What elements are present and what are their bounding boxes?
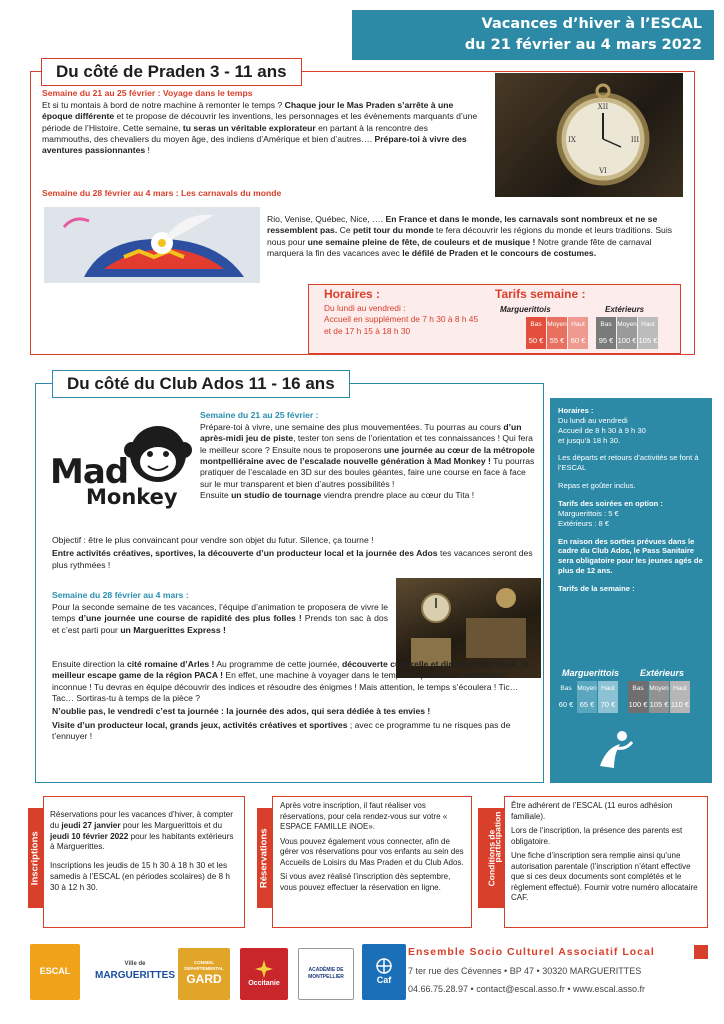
conditions-tab: Conditions de <box>478 808 504 908</box>
svg-text:III: III <box>630 136 640 144</box>
caf-logo: Caf <box>362 944 406 1000</box>
tariff-cell: Moyen 105 € <box>649 681 669 713</box>
tariff-cell: Bas 95 € <box>596 317 616 349</box>
tariff-cell: Moyen 100 € <box>617 317 637 349</box>
snowflake-icon <box>375 957 393 975</box>
side-marg-tariffs <box>556 681 618 713</box>
occitanie-logo: Occitanie <box>240 948 288 1000</box>
praden-week1-text: Et si tu montais à bord de notre machine à remonter le temps ? Chaque jour le Mas Praden s’arrête à une époque différente et te propose de découvrir les inventions, les personnages et les évènements marquants d’une période de l’Histoire. Cette semaine, tu seras un véritable explorateur en partant à la rencontre des mammouths, des chevaliers du moyen âge, des indiens d’Amérique et bien d’autres…. Prépare-toi à vivre des aventures passionnantes ! <box>42 100 478 156</box>
tariff-cell: Haut 110 € <box>670 681 690 713</box>
mad-monkey-logo <box>46 420 196 520</box>
logo-text-mad: Mad <box>50 452 129 492</box>
reservations-text: Après votre inscription, il faut réaliser vos réservations, pour cela rendez-vous sur votre « ESPACE FAMILLE iNOE». Vous pouvez également vous connecter, afin de gérer vos réservations pour vos enfants au sein des Accueils de Loisirs du Mas Praden et du Club Ados. Si vous avez réalisé l’inscription dès septembre, vous pouvez effectuer la réservation en ligne. <box>280 801 464 892</box>
inscriptions-text: Réservations pour les vacances d’hiver, à compter du jeudi 27 janvier pour les Marguerittois et du jeudi 10 février 2022 pour les habitants extérieurs à Marguerittes. Inscriptions les jeudis de 15 h 30 à 18 h 30 et les samedis à l’ESCAL (en périodes scolaires) de 8 h 30 à 12 h 30. <box>50 810 234 892</box>
svg-text:VI: VI <box>599 167 607 175</box>
praden-week1-title: Semaine du 21 au 25 février : Voyage dans le temps <box>42 88 253 98</box>
footer-accent <box>694 945 708 959</box>
footer-address: 7 ter rue des Cévennes • BP 47 • 30320 MARGUERITTES <box>408 966 642 976</box>
ados-week2-text: Pour la seconde semaine de tes vacances, l’équipe d’animation te proposera de vivre le temps d’une journée une course de rapidité des plus folles ! Prends ton sac à dos et c’est parti pour un Marguerittes Express ! <box>52 602 388 635</box>
pocket-watch-icon <box>495 73 683 197</box>
marguerittes-logo: Ville de MARGUERITTES <box>95 961 175 982</box>
tariff-cell: Bas 100 € <box>628 681 648 713</box>
tariff-cell: Bas 60 € <box>556 681 576 713</box>
tariff-cell: Haut 60 € <box>568 317 588 349</box>
reservations-tab: Réservations <box>257 808 273 908</box>
tariff-cell: Moyen 65 € <box>577 681 597 713</box>
svg-text:XII: XII <box>597 103 609 111</box>
ados-week1-title: Semaine du 21 au 25 février : <box>200 410 319 420</box>
praden-ext-label: Extérieurs <box>605 305 645 314</box>
praden-title: Du côté de Praden 3 - 11 ans <box>41 58 302 86</box>
praden-marg-label: Marguerittois <box>500 305 551 314</box>
praden-horaires-title: Horaires : <box>324 287 381 301</box>
tariff-cell: Haut 70 € <box>598 681 618 713</box>
praden-week2-text: Rio, Venise, Québec, Nice, …. En France et dans le monde, les carnavals sont nombreux et ne se ressemblent pas. Ce petit tour du monde te fera découvrir les régions du monde et leurs traditions. Suis nous pour une semaine pleine de fête, de couleurs et de musique ! Notre grande fête de carnaval marquera la fin des vacances avec le défilé de Praden et le concours de costumes. <box>267 214 673 259</box>
conditions-text: Être adhérent de l’ESCAL (11 euros adhésion familiale). Lors de l’inscription, la présence des parents est obligatoire. Une fiche d’inscription sera remplie ainsi qu’une autorisation parentale (l’inscription n’étant effective que si ces deux documents sont complétés et le règlement effectué). Fournir votre numéro allocataire CAF. <box>511 801 698 903</box>
ados-week2-title: Semaine du 28 février au 4 mars : <box>52 590 189 600</box>
academie-logo: ACADÉMIE DE MONTPELLIER <box>298 948 354 1000</box>
logo-text-monkey: Monkey <box>86 485 178 509</box>
ados-title: Du côté du Club Ados 11 - 16 ans <box>52 370 350 398</box>
conditions-tab-line2: participation <box>492 811 503 863</box>
escal-logo: ESCAL <box>30 944 80 1000</box>
ados-info-panel: Horaires : Du lundi au vendredi Accueil de 8 h 30 à 9 h 30 et jusqu’à 18 h 30. Les départs et retours d’activités se font à l’ESCAL Repas et goûter inclus. Tarifs des soirées en option : Marguerittois : 5 € Extérieurs : 8 € En raison des sorties prévues dans le cadre du Club Ados, le Pass Sanitaire sera obligatoire pour les jeunes agés de plus de 12 ans. Tarifs de la semaine : <box>550 398 712 783</box>
pocket-watch-image <box>495 73 683 197</box>
header-title: Vacances d’hiver à l’ESCAL <box>481 16 702 32</box>
side-marg-label: Marguerittois <box>562 668 620 678</box>
header-dates: du 21 février au 4 mars 2022 <box>464 37 702 53</box>
ados-week1-conclusion: Objectif : être le plus convaincant pour vendre son objet du futur. Silence, ça tourne ! Entre activités créatives, sportives, la découverte d’un producteur local et la journée des Ados tes vacances seront des plus rythmées ! <box>52 535 533 570</box>
footer-contact: 04.66.75.28.97 • contact@escal.asso.fr • www.escal.asso.fr <box>408 984 646 994</box>
escal-figure-icon <box>592 728 636 772</box>
tariff-cell: Haut 105 € <box>638 317 658 349</box>
praden-tarifs-title: Tarifs semaine : <box>495 287 586 301</box>
inscriptions-tab: Inscriptions <box>28 808 44 908</box>
header-banner <box>352 10 714 60</box>
tariff-cell: Moyen 55 € <box>547 317 567 349</box>
praden-week2-title: Semaine du 28 février au 4 mars : Les carnavals du monde <box>42 188 282 198</box>
tariff-cell: Bas 50 € <box>526 317 546 349</box>
gard-logo: CONSEIL DÉPARTEMENTAL GARD <box>178 948 230 1000</box>
side-ext-label: Extérieurs <box>640 668 685 678</box>
ados-week2-text2: Ensuite direction la cité romaine d’Arles ! Au programme de cette journée, découverte culturelle et direction Get Back, le meilleur escape game de la région PACA ! En effet, une machine à voyager dans le temps t’expédiera en destination inconnue ! Tu devras en équipe découvrir des indices et résoudre des énigmes ! Mais attention, le temps s’écoulera ! Tic… Tac… Sortiras-tu à temps de la pièce ? N’oublie pas, le vendredi c’est ta journée : la journée des ados, qui sera dédiée à tes envies ! Visite d’un producteur local, grands jeux, activités créatives et sportives ; avec ce programme tu ne risques pas de t’ennuyer ! <box>52 659 529 742</box>
carnival-hat-image <box>44 207 260 283</box>
footer-org-name: Ensemble Socio Culturel Associatif Local <box>408 946 702 960</box>
ados-week1-text: Prépare-toi à vivre, une semaine des plus mouvementées. Tu pourras au cours d’un après-midi jeu de piste, tester ton sens de l’orientation et tes connaissances ! Qui fera le meilleur score ? Ensuite nous te proposerons une journée au cœur de la métropole montpelliéraine avec de l’escalade nouvelle génération à Mad Monkey ! Tu pourras pratiquer de l’escalade en 3D sur des boules géantes, faire une course en face à face sur le mur transparent et bien d’autres possibilités ! Ensuite un studio de tournage viendra prendre place au cœur du Tita ! <box>200 422 535 501</box>
praden-horaires-text: Du lundi au vendredi : Accueil en supplément de 7 h 30 à 8 h 45 et de 17 h 15 à 18 h 30 <box>324 303 479 336</box>
side-ext-tariffs <box>628 681 690 713</box>
cross-icon <box>254 959 274 979</box>
praden-marg-tariffs <box>526 317 588 349</box>
svg-text:IX: IX <box>568 136 576 144</box>
praden-ext-tariffs <box>596 317 658 349</box>
carnival-hat-icon <box>44 207 260 283</box>
